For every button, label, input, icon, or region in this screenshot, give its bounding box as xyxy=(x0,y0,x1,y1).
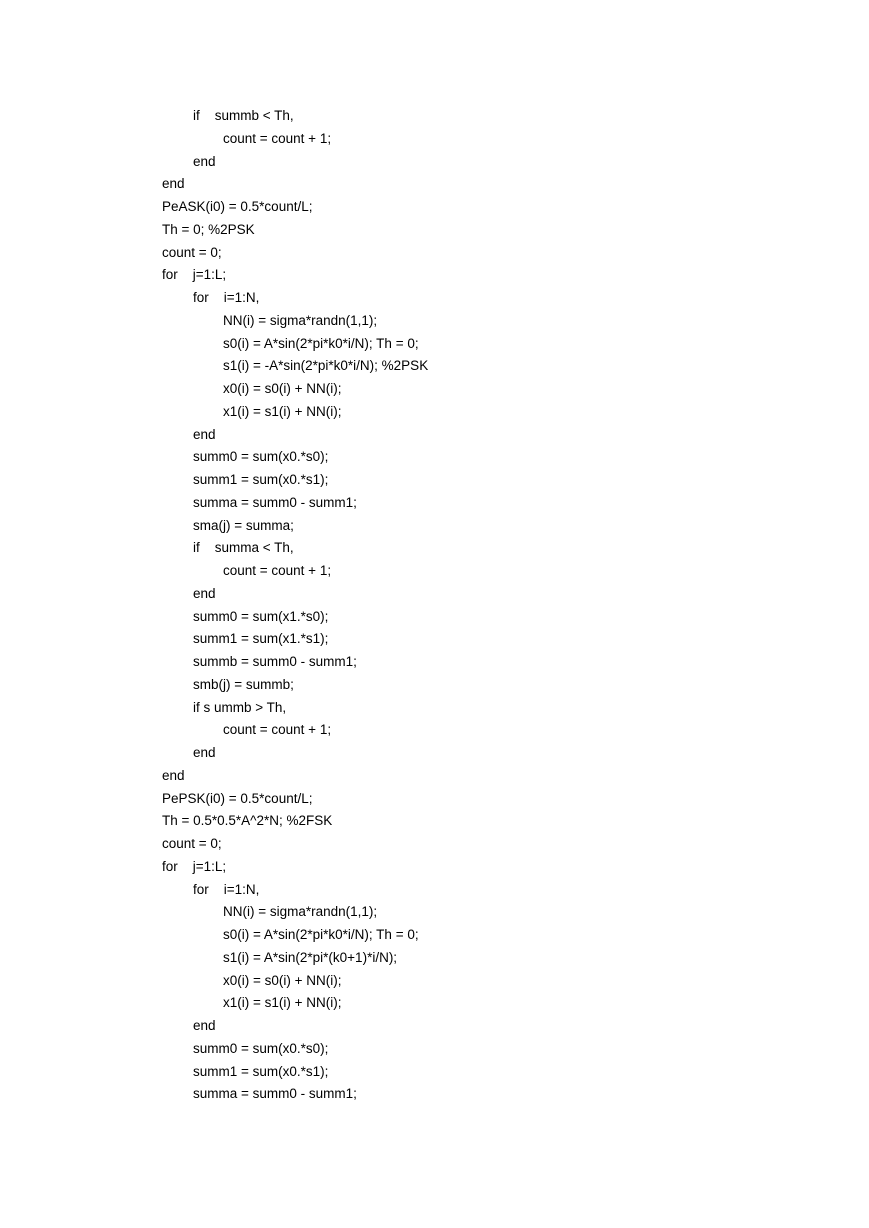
code-line: end xyxy=(193,426,216,442)
code-line: if summa < Th, xyxy=(193,540,294,556)
code-line: x0(i) = s0(i) + NN(i); xyxy=(223,381,342,396)
code-line: summ0 = sum(x0.*s0); xyxy=(193,449,329,465)
code-line: NN(i) = sigma*randn(1,1); xyxy=(223,904,378,920)
code-line: summ0 = sum(x0.*s0); xyxy=(193,1040,329,1056)
code-line: summa = summ0 - summ1; xyxy=(193,494,357,510)
code-line: for j=1:L; xyxy=(162,858,227,874)
code-line: summ1 = sum(x0.*s1); xyxy=(193,1063,329,1079)
code-line: end xyxy=(193,1018,216,1033)
code-line: summa = summ0 - summ1; xyxy=(193,1086,357,1102)
code-line: if summb < Th, xyxy=(193,108,294,123)
code-line: for i=1:N, xyxy=(193,881,260,897)
code-line: PePSK(i0) = 0.5*count/L; xyxy=(162,790,313,806)
code-line: for i=1:N, xyxy=(193,290,260,305)
code-line: count = 0; xyxy=(162,244,222,260)
code-line: s1(i) = -A*sin(2*pi*k0*i/N); %2PSK xyxy=(223,358,429,374)
code-line: end xyxy=(193,745,216,760)
code-line: end xyxy=(162,767,185,783)
code-line: summb = summ0 - summ1; xyxy=(193,654,357,669)
code-line: summ0 = sum(x1.*s0); xyxy=(193,608,329,624)
code-line: x1(i) = s1(i) + NN(i); xyxy=(223,403,342,419)
code-line: count = count + 1; xyxy=(223,563,332,578)
code-line: summ1 = sum(x1.*s1); xyxy=(193,631,329,647)
code-line: s0(i) = A*sin(2*pi*k0*i/N); Th = 0; xyxy=(223,335,419,351)
code-line: if s ummb > Th, xyxy=(193,699,287,715)
code-line: end xyxy=(193,585,216,601)
code-line: count = count + 1; xyxy=(223,722,332,738)
code-line: PeASK(i0) = 0.5*count/L; xyxy=(162,199,313,214)
code-line: Th = 0; %2PSK xyxy=(162,221,255,237)
code-line: s1(i) = A*sin(2*pi*(k0+1)*i/N); xyxy=(223,949,398,965)
code-listing xyxy=(162,105,428,1106)
code-line: summ1 = sum(x0.*s1); xyxy=(193,472,329,487)
code-line: Th = 0.5*0.5*A^2*N; %2FSK xyxy=(162,813,333,829)
code-line: end xyxy=(162,176,185,192)
code-line: for j=1:L; xyxy=(162,267,227,283)
code-line: x1(i) = s1(i) + NN(i); xyxy=(223,995,342,1011)
code-line: end xyxy=(193,153,216,169)
code-line: NN(i) = sigma*randn(1,1); xyxy=(223,312,378,328)
code-line: s0(i) = A*sin(2*pi*k0*i/N); Th = 0; xyxy=(223,927,419,942)
code-line: count = count + 1; xyxy=(223,130,332,146)
code-line: sma(j) = summa; xyxy=(193,517,294,533)
code-line: count = 0; xyxy=(162,836,222,851)
code-line: x0(i) = s0(i) + NN(i); xyxy=(223,972,342,988)
code-line: smb(j) = summb; xyxy=(193,676,294,692)
